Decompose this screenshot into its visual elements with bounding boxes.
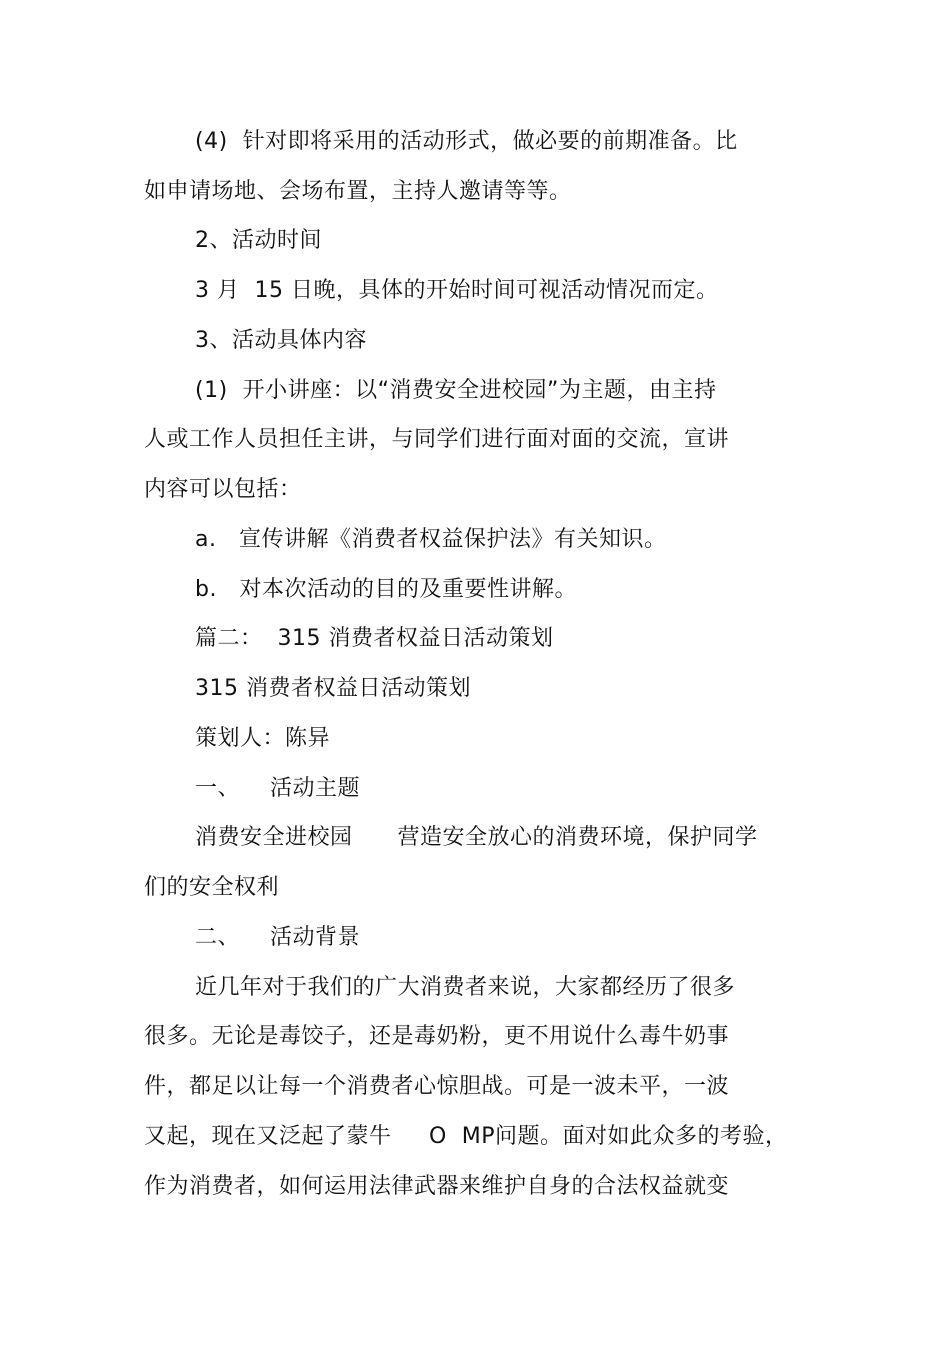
paragraph-line: 又起，现在又泛起了蒙牛 O MP问题。面对如此众多的考验，	[144, 1124, 788, 1149]
section-heading: 一、 活动主题	[195, 776, 360, 801]
section-heading: 2、活动时间	[195, 228, 322, 253]
paragraph-line: 如申请场地、会场布置，主持人邀请等等。	[144, 179, 572, 204]
paragraph-line: 近几年对于我们的广大消费者来说，大家都经历了很多	[195, 975, 736, 1000]
paragraph-line: (4) 针对即将采用的活动形式，做必要的前期准备。比	[195, 129, 738, 154]
list-item: b. 对本次活动的目的及重要性讲解。	[195, 577, 577, 602]
paragraph-line: 内容可以包括：	[144, 477, 302, 502]
paragraph-line: 很多。无论是毒饺子，还是毒奶粉，更不用说什么毒牛奶事	[144, 1024, 730, 1049]
paragraph-line: 消费安全进校园 营造安全放心的消费环境，保护同学	[195, 825, 758, 850]
paragraph-line: 作为消费者，如何运用法律武器来维护自身的合法权益就变	[144, 1174, 730, 1199]
section-heading: 二、 活动背景	[195, 925, 360, 950]
paragraph-line: 3 月 15 日晚，具体的开始时间可视活动情况而定。	[195, 278, 719, 303]
list-item: a. 宣传讲解《消费者权益保护法》有关知识。	[195, 527, 667, 552]
author-line: 策划人：陈异	[195, 726, 331, 751]
paragraph-line: 件，都足以让每一个消费者心惊胆战。可是一波未平，一波	[144, 1074, 730, 1099]
document-title: 315 消费者权益日活动策划	[195, 676, 471, 701]
paragraph-line: 们的安全权利	[144, 875, 280, 900]
paragraph-line: (1) 开小讲座：以“消费安全进校园”为主题，由主持	[195, 378, 717, 403]
paragraph-line: 人或工作人员担任主讲，与同学们进行面对面的交流，宣讲	[144, 427, 730, 452]
section-heading: 3、活动具体内容	[195, 328, 367, 353]
chapter-title: 篇二： 315 消费者权益日活动策划	[195, 626, 554, 651]
